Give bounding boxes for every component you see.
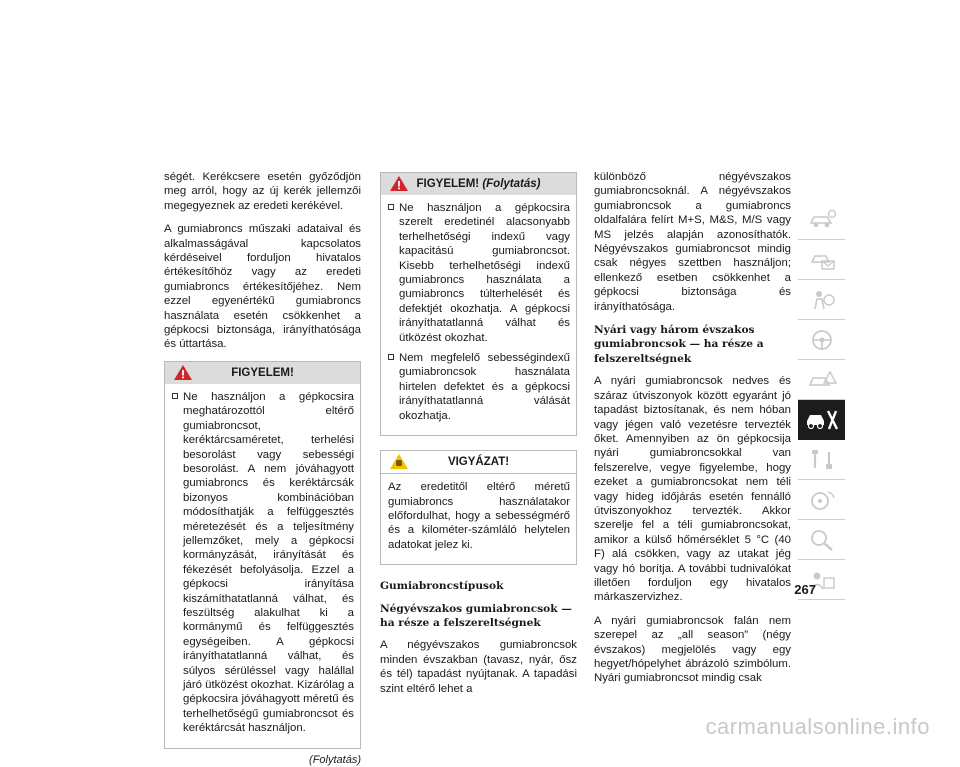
multimedia-icon: [807, 488, 837, 512]
checkbox-square-icon: [388, 204, 394, 210]
dashboard-warning-icon: [807, 248, 837, 272]
warning-item-text: Nem megfelelő sebességindexű gumiabroncsok használata hirtelen defektet és a gépkocsi irányíthatatlanná válását okozhatja.: [399, 352, 570, 422]
steering-wheel-icon: [807, 328, 837, 352]
watermark-text: carmanualsonline.info: [705, 714, 930, 739]
warning-item: [388, 351, 570, 423]
checkbox-square-icon: [172, 393, 178, 399]
car-service-icon: [805, 407, 839, 433]
tools-icon: [807, 448, 837, 472]
chapter-tabs: [798, 200, 845, 600]
tab-car-info[interactable]: [798, 200, 845, 240]
magnifier-index-icon: [807, 528, 837, 552]
caution-title: VIGYÁZAT!: [447, 456, 510, 469]
tab-multimedia[interactable]: [798, 480, 845, 520]
car-info-icon: [807, 208, 837, 232]
tab-driving[interactable]: [798, 320, 845, 360]
warning-title: FIGYELEM!: [231, 366, 294, 379]
warning-item: [388, 201, 570, 345]
tab-emergency[interactable]: [798, 360, 845, 400]
column-middle: [380, 172, 577, 705]
warning-box: [164, 361, 361, 749]
warning-item-text: Ne használjon a gépkocsira szerelt eredetinél alacsonyabb terhelhetőségi indexű vagy kapacitású gumiabroncsot. Kisebb terhelhetőségi indexű gumiabroncs használata a gumiabroncs túlterhelését és defektjét okozhatja. A gépkocsi irányíthatatlanná válhat és ütközést okozhat.: [399, 202, 570, 344]
warning-box-header: [165, 362, 360, 384]
warning-title: FIGYELEM!: [416, 178, 480, 190]
subsection-heading: Négyévszakos gumiabroncsok — ha része a felszereltségnek: [380, 602, 572, 629]
column-left: [164, 170, 361, 767]
paragraph: ségét. Kerékcsere esetén győződjön meg arról, hogy az új kerék jellemzői megegyeznek az eredeti kerékével.: [164, 171, 361, 212]
caution-hand-icon: [389, 453, 409, 470]
tab-safety[interactable]: [798, 280, 845, 320]
caution-box-body: [381, 474, 576, 564]
paragraph: A nyári gumiabroncsok nedves és száraz útviszonyok között egyaránt jó tapadást biztosítanak, és nem hóban vagy jégen való vezetésre tervezték őket. Amennyiben az ön gépkocsija nyári gumiabroncsokkal van felszerelve, vegye figyelembe, hogy ezeket a gumiabroncsokat nem téli vagy hideg időjárás esetén fennálló útviszonyokhoz tervezték. Akkor szerelje fel a téli gumiabroncsokat, amikor a külső hőmérséklet 5 °C (40 F) alá csökken, vagy az utakat jég vagy hó borítja. A további tudnivalókat illetően forduljon egy hivatalos márkaszervizhez.: [594, 375, 791, 604]
column-right: [594, 170, 791, 695]
emergency-hazard-icon: [807, 368, 837, 392]
continued-label: (Folytatás): [309, 753, 361, 766]
warning-box-header: [381, 173, 576, 195]
tab-servicing[interactable]: [798, 400, 845, 440]
paragraph: különböző négyévszakos gumiabroncsoknál. A négyévszakos gumiabroncsok a gumiabroncs oldalfalára felírt M+S, M&S, M/S vagy MS jelzés alapján azonosíthatók. Négyévszakos gumiabroncsot mindig csak négyes szettben használjon; ellenkező esetben csökkenhet a gépkocsi biztonsága és irányíthatósága.: [594, 171, 791, 313]
section-heading: Gumiabroncstípusok: [380, 580, 504, 593]
tab-index[interactable]: [798, 520, 845, 560]
paragraph: A gumiabroncs műszaki adataival és alkalmasságával kapcsolatos kérdéseivel forduljon hivatalos értékesítőhöz vagy az eredeti gumiabroncs értékesítőjéhez. Nem ezzel egyenértékű gumiabroncs használata esetén csökkenhet a gépkocsi biztonsága, irányíthatósága és úttartása.: [164, 223, 361, 351]
warning-title-suffix: (Folytatás): [482, 178, 541, 190]
page-number: 267: [794, 582, 816, 597]
warning-continued-box: [380, 172, 577, 436]
warning-box-body: [381, 195, 576, 435]
caution-box: [380, 450, 577, 565]
tab-tools[interactable]: [798, 440, 845, 480]
subsection-heading: Nyári vagy három évszakos gumiabroncsok — ha része a felszereltségnek: [594, 324, 764, 365]
footer-watermark: [0, 712, 960, 742]
warning-triangle-icon: [173, 364, 193, 381]
warning-item: [172, 390, 354, 736]
paragraph: A nyári gumiabroncsok falán nem szerepel az „all season” (négy évszakos) megjelölés vagy egy hegyet/hópelyhet ábrázoló szimbólum. Nyári gumiabroncsot mindig csak: [594, 614, 791, 685]
warning-triangle-icon: [389, 175, 409, 192]
caution-text: Az eredetitől eltérő méretű gumiabroncs használatakor előfordulhat, hogy a sebességmérő és a kilométer-számláló helytelen adatokat jelez ki.: [388, 481, 570, 551]
warning-item-text: Ne használjon a gépkocsira meghatározottól eltérő gumiabroncsot, keréktárcsaméretet, terhelési besorolást vagy sebességi besorolást. A nem jóváhagyott gumiabroncs és keréktárcsák bizonyos kombinációban módosíthatják a felfüggesztés méretezését és a teljesítmény jellemzőket, mely a gépkocsi kormányzását, irányítását és fékezését befolyásolja. Ezzel a gépkocsi irányítása kiszámíthatatlanná válhat, és feszültség alakulhat ki a kormánymű és felfüggesztés egységeiben. A gépkocsi irányíthatatlanná válhat, és súlyos sérüléssel vagy halállal járó ütközést okozhat. Kizárólag a gépkocsira jóváhagyott méretű és terhelhetőségű gumiabroncsot és keréktárcsát használjon.: [183, 390, 354, 735]
caution-box-header: [381, 451, 576, 474]
checkbox-square-icon: [388, 354, 394, 360]
safety-airbag-icon: [807, 288, 837, 312]
tab-dashboard[interactable]: [798, 240, 845, 280]
warning-box-body: [165, 384, 360, 748]
paragraph: A négyévszakos gumiabroncsok minden évszakban (tavasz, nyár, ősz és tél) tapadást nyújtanak. A tapadási szint eltérő lehet a: [380, 639, 577, 695]
